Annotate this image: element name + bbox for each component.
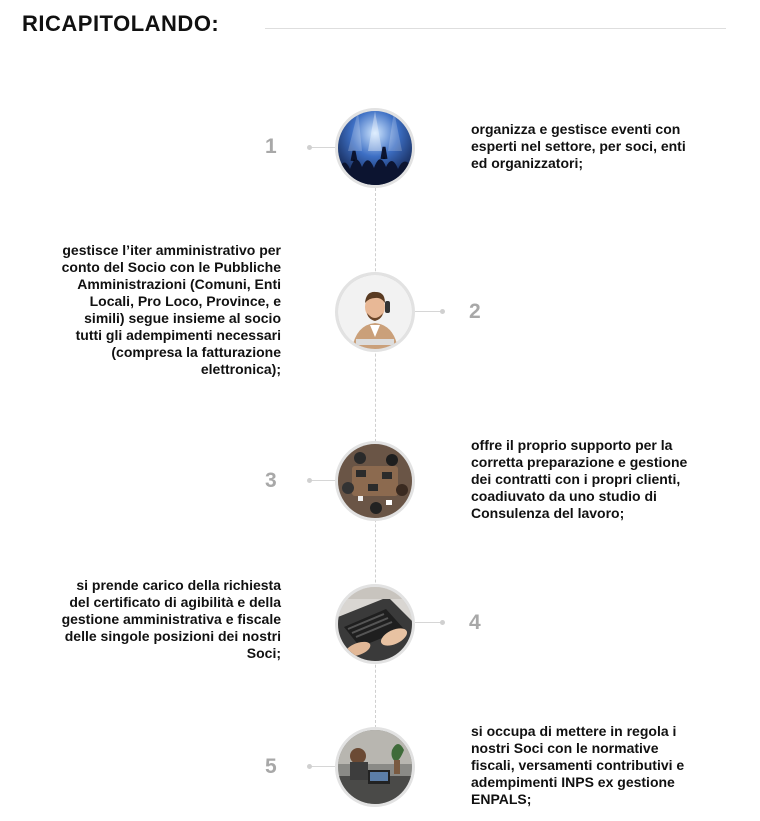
- connector: [415, 622, 443, 623]
- step-number: 3: [265, 469, 277, 492]
- connector: [309, 480, 337, 481]
- connector: [309, 147, 337, 148]
- step-number: 4: [469, 611, 481, 634]
- concert-crowd-photo: [338, 111, 412, 185]
- step-description: si occupa di mettere in regola i nostri Soci con le normative fiscali, versamenti contributivi e adempimenti INPS ex gestione ENPALS;: [471, 723, 685, 807]
- step-description: offre il proprio supporto per la corretta preparazione e gestione dei contratti con i propri clienti, coadiuvato da uno studio di Consulenza del lavoro;: [471, 437, 688, 521]
- man-on-phone-photo: [338, 275, 412, 349]
- step-image-man-phone: [335, 272, 415, 352]
- desk-workspace-photo: [338, 730, 412, 804]
- laptop-typing-photo: [338, 587, 412, 661]
- step-image-laptop: [335, 584, 415, 664]
- connector: [309, 766, 337, 767]
- office-meeting-photo: [338, 444, 412, 518]
- step-number: 2: [469, 300, 481, 323]
- step-description: organizza e gestisce eventi con esperti nel settore, per soci, enti ed organizzatori;: [471, 121, 686, 171]
- section-title: RICAPITOLANDO:: [22, 11, 220, 36]
- step-image-meeting: [335, 441, 415, 521]
- step-number: 5: [265, 755, 277, 778]
- step-number: 1: [265, 135, 277, 158]
- connector: [415, 311, 443, 312]
- title-divider: [265, 28, 726, 29]
- step-image-desk: [335, 727, 415, 807]
- step-description: si prende carico della richiesta del certificato di agibilità e della gestione amministrativa e fiscale delle singole posizioni dei nostri Soci;: [61, 577, 281, 661]
- step-description: gestisce l’iter amministrativo per conto del Socio con le Pubbliche Amministrazioni (Comuni, Enti Locali, Pro Loco, Province, e simili) segue insieme al socio tutti gli adempimenti necessari (compresa la fatturazione elettronica);: [61, 242, 281, 377]
- step-image-concert: [335, 108, 415, 188]
